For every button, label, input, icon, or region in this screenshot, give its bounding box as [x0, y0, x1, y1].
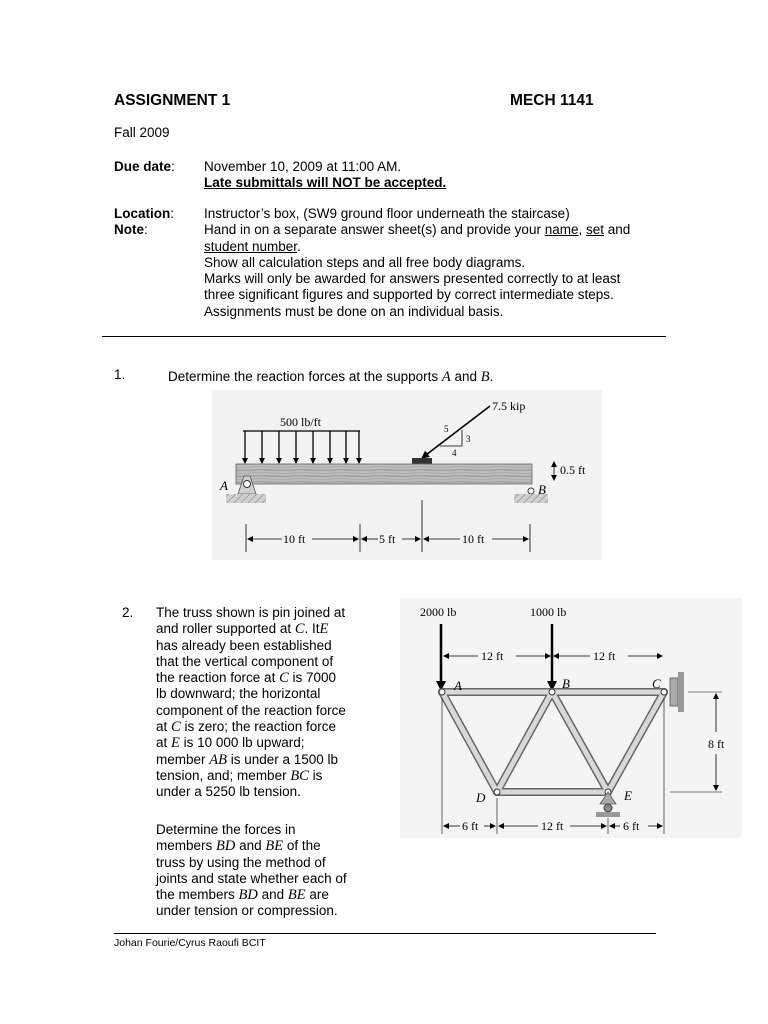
q2-number: 2. [122, 605, 134, 620]
load-2-label: 1000 lb [530, 605, 567, 619]
dim-1-label: 10 ft [283, 532, 306, 546]
slope-3: 3 [466, 434, 471, 444]
note-line-3: Show all calculation steps and all free body diagrams. [204, 254, 526, 270]
assignment-title: ASSIGNMENT 1 [114, 92, 231, 109]
section-divider [102, 336, 666, 337]
dim-top-1-label: 12 ft [481, 649, 504, 663]
due-date-value: November 10, 2009 at 11:00 AM. [204, 159, 402, 174]
q2-para1-line: under a 5250 lb tension. [156, 784, 301, 800]
q2-para1-line: at E is 10 000 lb upward; [156, 735, 305, 752]
q1-prompt: Determine the reaction forces at the supports A and B. [168, 369, 494, 385]
q2-para1-line: has already been established [156, 637, 332, 653]
q2-para2-line: Determine the forces in [156, 822, 296, 837]
q2-para1-line: tension, and; member BC is [156, 767, 323, 784]
location-label: Location: [114, 206, 175, 221]
dim-2-label: 5 ft [379, 532, 396, 546]
q2-para1-line: that the vertical component of [156, 653, 334, 669]
joint-d [494, 789, 500, 795]
support-c-wall [678, 672, 684, 712]
q2-para1-line: component of the reaction force [156, 702, 346, 718]
support-a-ground [226, 494, 266, 503]
note-line-1: Hand in on a separate answer sheet(s) and provide your name, set and [204, 222, 631, 238]
distributed-load-label: 500 lb/ft [280, 415, 321, 429]
due-date-label: Due date: [114, 159, 175, 174]
q2-para2-line: members BD and BE of the [156, 838, 321, 855]
q2-para1-line: The truss shown is pin joined at [156, 605, 346, 620]
q2-paragraph-1 [156, 605, 366, 801]
roller-e [604, 804, 612, 812]
q2-paragraph-2 [156, 822, 366, 920]
joint-b [549, 689, 555, 695]
label-c: C [652, 676, 661, 691]
note-label: Note: [114, 222, 148, 237]
slope-4: 4 [452, 448, 457, 458]
note-line-4: Marks will only be awarded for answers presented correctly to at least [204, 271, 621, 287]
height-label: 8 ft [708, 737, 725, 751]
q2-para1-line: at C is zero; the reaction force [156, 719, 337, 736]
joint-a [439, 689, 445, 695]
q1-number: 1. [114, 367, 126, 382]
label-b: B [562, 676, 570, 691]
q2-para2-line: truss by using the method of [156, 854, 326, 870]
q2-para2-line: the members BD and BE are [156, 887, 329, 904]
support-c-bracket [670, 678, 678, 706]
course-code: MECH 1141 [510, 92, 594, 109]
footer-author: Johan Fourie/Cyrus Raoufi BCIT [114, 937, 266, 949]
q2-para1-line: and roller supported at C. ItE [156, 621, 329, 638]
note-line-2: student number. [204, 238, 301, 254]
label-b: B [538, 482, 546, 497]
dim-bot-1-label: 6 ft [462, 819, 479, 833]
late-submittal-note: Late submittals will NOT be accepted. [204, 175, 447, 190]
dim-bot-2-label: 12 ft [541, 819, 564, 833]
dim-bot-3-label: 6 ft [623, 819, 640, 833]
term: Fall 2009 [114, 125, 170, 140]
q2-para1-line: member AB is under a 1500 lb [156, 751, 339, 768]
note-line-6: Assignments must be done on an individual basis. [204, 303, 504, 319]
beam [236, 464, 532, 484]
support-e-ground [596, 812, 620, 817]
location-value: Instructor’s box, (SW9 ground floor underneath the staircase) [204, 206, 570, 221]
footer-rule [114, 933, 656, 934]
point-load-label: 7.5 kip [492, 399, 526, 413]
slope-5: 5 [444, 424, 449, 434]
q2-para2-line: under tension or compression. [156, 903, 338, 919]
joint-c [661, 689, 667, 695]
pin-a [244, 481, 251, 488]
truss-figure [400, 598, 742, 838]
q2-para1-line: lb downward; the horizontal [156, 686, 321, 702]
label-a: A [454, 678, 462, 693]
note-line-5: three significant figures and supported by correct intermediate steps. [204, 287, 614, 303]
roller-b [528, 488, 534, 494]
q2-para2-line: joints and state whether each of [156, 870, 347, 886]
label-e: E [624, 788, 632, 803]
q2-para1-line: the reaction force at C is 7000 [156, 670, 337, 687]
load-plate [412, 458, 432, 464]
label-a: A [220, 478, 228, 493]
dim-3-label: 10 ft [462, 532, 485, 546]
beam-figure [212, 390, 602, 560]
load-1-label: 2000 lb [420, 605, 457, 619]
height-label: 0.5 ft [560, 463, 586, 477]
notes-block [204, 206, 664, 320]
dim-top-2-label: 12 ft [593, 649, 616, 663]
label-d: D [476, 790, 486, 805]
